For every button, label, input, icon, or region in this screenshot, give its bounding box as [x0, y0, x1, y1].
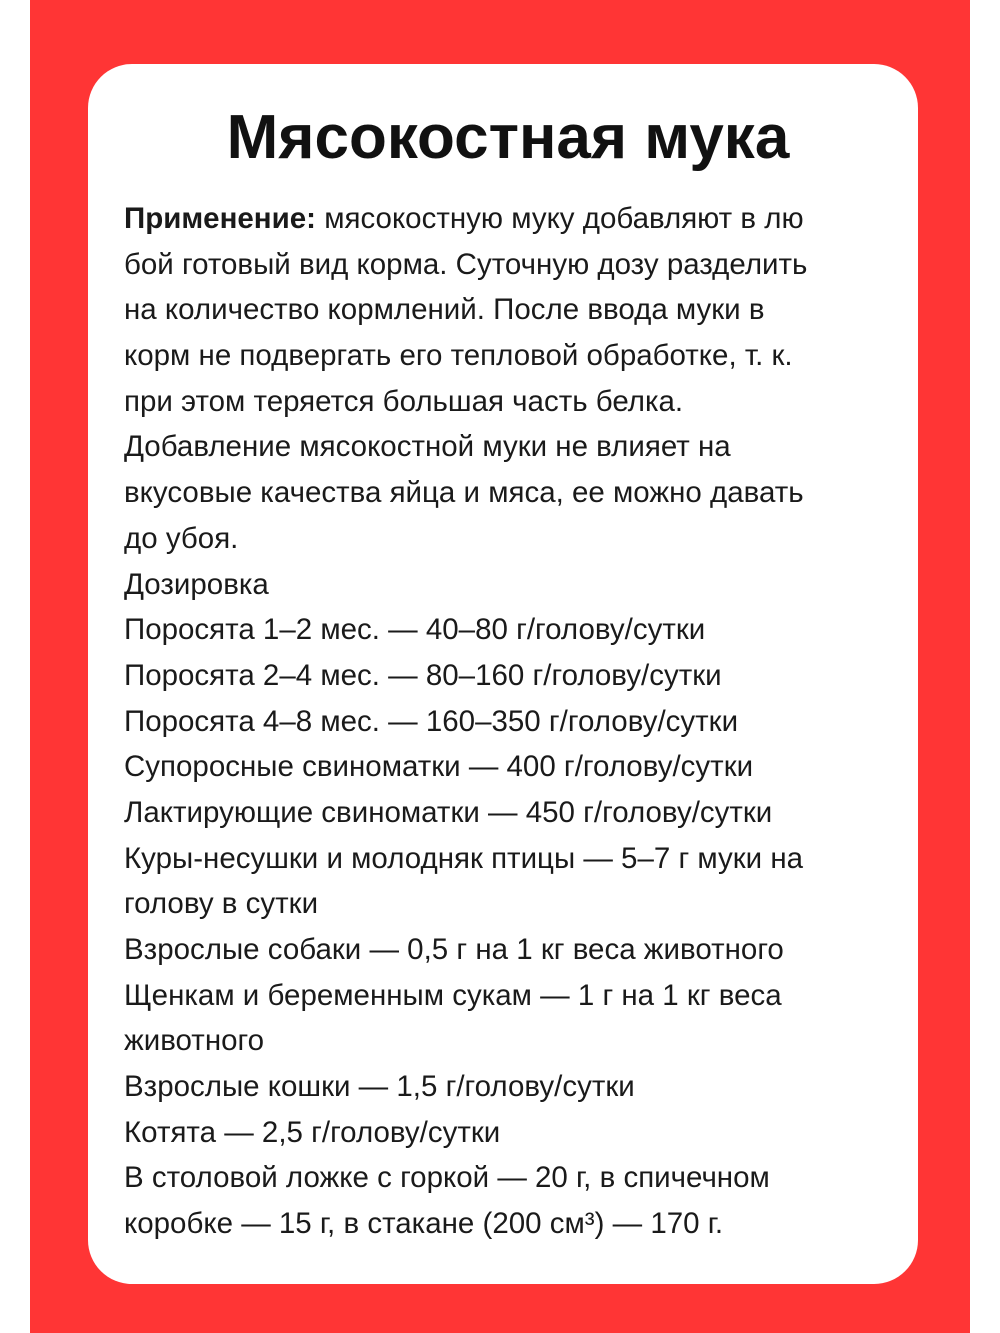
application-label: Применение: [124, 202, 316, 235]
dosage-line: Взрослые собаки — 0,5 г на 1 кг веса животного [124, 933, 784, 966]
application-line: до убоя. [124, 521, 239, 555]
dosage-line: Лактирующие свиноматки — 450 г/голову/сутки [124, 795, 773, 829]
dosage-line: коробке — 15 г, в стакане (200 см³) — 170 г. [124, 1207, 724, 1241]
dosage-line: Поросята 2–4 мес. — 80–160 г/голову/сутки [124, 658, 722, 692]
dosage-line: Поросята 4–8 мес. — 160–350 г/голову/сутки [124, 704, 739, 738]
dosage-line: В столовой ложке с горкой — 20 г, в спичечном [124, 1161, 770, 1195]
application-line: на количество кормлений. После ввода муки в [124, 293, 765, 327]
application-line: бой готовый вид корма. Суточную дозу разделить [124, 247, 808, 281]
dosage-line: Взрослые кошки — 1,5 г/голову/сутки [124, 1070, 635, 1104]
application-line: вкусовые качества яйца и мяса, ее можно давать [124, 476, 804, 510]
dosage-heading: Дозировка [124, 567, 269, 601]
application-text: мясокостную муку добавляют в лю [316, 202, 804, 235]
dosage-line: Щенкам и беременным сукам — 1 г на 1 кг веса [124, 978, 782, 1012]
dosage-line: животного [124, 1024, 265, 1058]
dosage-line: Поросята 1–2 мес. — 40–80 г/голову/сутки [124, 613, 706, 647]
info-card [88, 64, 918, 1284]
application-line [124, 196, 904, 242]
dosage-line: Котята — 2,5 г/голову/сутки [124, 1115, 501, 1149]
card-content [124, 196, 904, 1247]
application-line: корм не подвергать его тепловой обработке, т. к. [124, 339, 793, 373]
dosage-line: Куры-несушки и молодняк птицы — 5–7 г муки на [124, 841, 804, 875]
application-line: Добавление мясокостной муки не влияет на [124, 430, 731, 464]
application-line: при этом теряется большая часть белка. [124, 384, 684, 418]
dosage-line: Супоросные свиноматки — 400 г/голову/сутки [124, 750, 754, 784]
page-title: Мясокостная мука [226, 103, 790, 172]
dosage-line: голову в сутки [124, 887, 319, 921]
